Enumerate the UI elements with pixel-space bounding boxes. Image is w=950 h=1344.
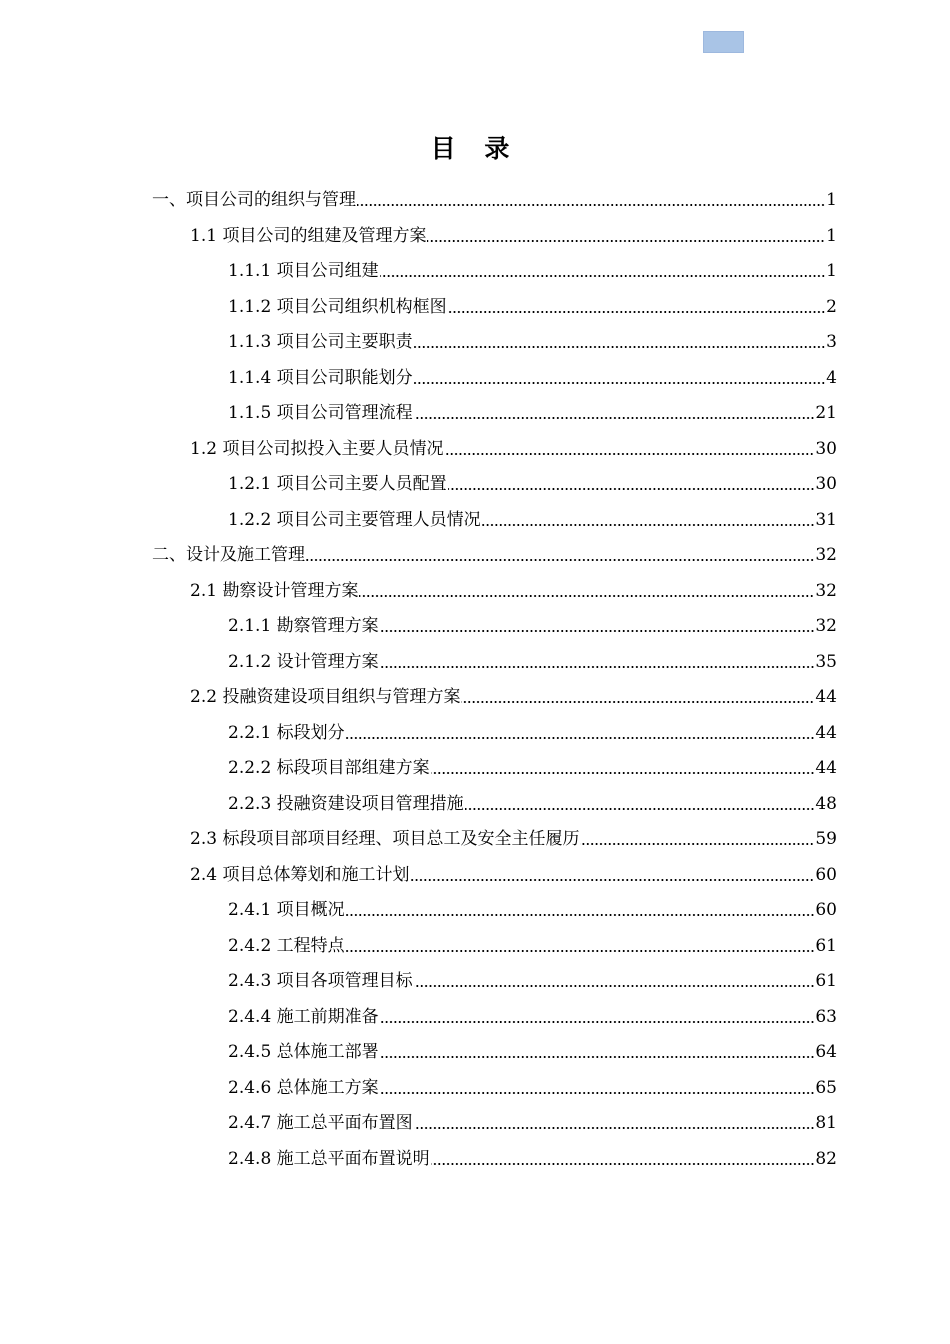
toc-dot-leader <box>431 1163 815 1165</box>
toc-entry-label: 2.1.1 勘察管理方案 <box>228 616 379 636</box>
toc-entry[interactable] <box>190 680 837 715</box>
toc-entry-page-number: 30 <box>815 438 837 459</box>
toc-dot-leader <box>427 240 825 242</box>
toc-entry-page-number: 82 <box>815 1148 837 1169</box>
toc-entry[interactable] <box>228 751 837 786</box>
toc-entry-label: 2.4.3 项目各项管理目标 <box>228 971 413 991</box>
toc-entry-page-number: 21 <box>815 403 837 423</box>
toc-entry[interactable] <box>228 254 837 289</box>
toc-entry[interactable] <box>228 716 837 751</box>
toc-dot-leader <box>380 275 826 277</box>
toc-dot-leader <box>448 488 815 490</box>
toc-dot-leader <box>414 1127 815 1129</box>
toc-entry[interactable] <box>152 538 837 573</box>
toc-entry-label: 2.4.1 项目概况 <box>228 900 345 920</box>
toc-entry-label: 2.2.1 标段划分 <box>228 722 345 743</box>
toc-entry-page-number: 44 <box>815 722 837 743</box>
toc-dot-leader <box>346 950 815 952</box>
toc-dot-leader <box>306 559 814 561</box>
toc-entry-label: 2.1 勘察设计管理方案 <box>190 580 359 601</box>
toc-dot-leader <box>461 701 814 703</box>
toc-entry-label: 2.4.6 总体施工方案 <box>228 1077 379 1098</box>
toc-entry[interactable] <box>228 396 837 431</box>
toc-entry-page-number: 32 <box>815 616 837 636</box>
toc-dot-leader <box>444 453 814 455</box>
toc-entry[interactable] <box>228 893 837 928</box>
toc-dot-leader <box>380 630 815 632</box>
toc-dot-leader <box>414 382 826 384</box>
toc-entry-page-number: 2 <box>826 296 837 317</box>
toc-entry[interactable] <box>228 361 837 396</box>
toc-entry-page-number: 64 <box>815 1042 837 1062</box>
toc-entry[interactable] <box>190 858 837 893</box>
toc-dot-leader <box>414 346 826 348</box>
toc-dot-leader <box>448 311 826 313</box>
toc-entry-page-number: 1 <box>826 190 837 210</box>
toc-entry[interactable] <box>228 964 837 999</box>
toc-entry[interactable] <box>228 787 837 822</box>
toc-entry-page-number: 35 <box>815 651 837 672</box>
toc-title: 目 录 <box>430 134 520 163</box>
toc-entry-label: 2.2 投融资建设项目组织与管理方案 <box>190 687 461 707</box>
toc-dot-leader <box>410 879 814 881</box>
toc-entry[interactable] <box>228 290 837 325</box>
toc-entry-page-number: 44 <box>815 758 837 778</box>
toc-entry-label: 1.2 项目公司拟投入主要人员情况 <box>190 438 444 459</box>
toc-entry-page-number: 32 <box>815 580 837 601</box>
toc-dot-leader <box>380 666 815 668</box>
toc-dot-leader <box>414 417 815 419</box>
toc-entry-page-number: 1 <box>826 261 837 281</box>
toc-entry-label: 2.2.3 投融资建设项目管理措施 <box>228 793 464 814</box>
toc-entry-page-number: 31 <box>815 509 837 530</box>
toc-entry-label: 2.4.2 工程特点 <box>228 935 345 956</box>
toc-entry-label: 2.4.4 施工前期准备 <box>228 1006 379 1027</box>
toc-entry[interactable] <box>228 1035 837 1070</box>
toc-dot-leader <box>414 985 815 987</box>
toc-entry-label: 1.2.2 项目公司主要管理人员情况 <box>228 509 481 530</box>
toc-entry[interactable] <box>228 1106 837 1141</box>
toc-entry[interactable] <box>190 822 837 857</box>
toc-entry-label: 1.1.2 项目公司组织机构框图 <box>228 296 447 317</box>
toc-entry[interactable] <box>190 219 837 254</box>
toc-entry-page-number: 60 <box>815 900 837 920</box>
toc-dot-leader <box>380 1056 815 1058</box>
toc-entry-label: 1.1.5 项目公司管理流程 <box>228 403 413 423</box>
toc-entry[interactable] <box>190 574 837 609</box>
toc-entry[interactable] <box>228 325 837 360</box>
header-tab-marker <box>703 31 744 53</box>
toc-entry[interactable] <box>228 1071 837 1106</box>
toc-entry-label: 2.3 标段项目部项目经理、项目总工及安全主任履历 <box>190 829 580 849</box>
toc-entry[interactable] <box>228 467 837 502</box>
toc-dot-leader <box>346 737 815 739</box>
toc-entry-page-number: 60 <box>815 864 837 885</box>
toc-entry-label: 2.4.7 施工总平面布置图 <box>228 1113 413 1133</box>
toc-dot-leader <box>357 204 825 206</box>
toc-entry[interactable] <box>228 1142 837 1177</box>
toc-entry-page-number: 32 <box>815 545 837 565</box>
toc-dot-leader <box>431 772 815 774</box>
toc-entry-label: 1.1.4 项目公司职能划分 <box>228 367 413 388</box>
toc-entry-label: 二、设计及施工管理 <box>152 545 305 565</box>
toc-entry-page-number: 44 <box>815 687 837 707</box>
toc-entry-page-number: 81 <box>815 1113 837 1133</box>
toc-entry[interactable] <box>152 183 837 218</box>
toc-entry-page-number: 1 <box>826 225 837 246</box>
toc-entry-page-number: 30 <box>815 474 837 494</box>
toc-entry-page-number: 4 <box>826 367 837 388</box>
toc-dot-leader <box>359 595 814 597</box>
toc-entry-label: 1.2.1 项目公司主要人员配置 <box>228 474 447 494</box>
toc-entry-page-number: 63 <box>815 1006 837 1027</box>
toc-dot-leader <box>482 524 815 526</box>
toc-entry-label: 一、项目公司的组织与管理 <box>152 190 356 210</box>
toc-entry-page-number: 61 <box>815 935 837 956</box>
toc-entry-page-number: 48 <box>815 793 837 814</box>
toc-entry-label: 2.4.5 总体施工部署 <box>228 1042 379 1062</box>
toc-dot-leader <box>380 1021 815 1023</box>
toc-entry-page-number: 61 <box>815 971 837 991</box>
toc-entry[interactable] <box>228 1000 837 1035</box>
toc-entry-page-number: 65 <box>815 1077 837 1098</box>
toc-entry-page-number: 59 <box>815 829 837 849</box>
toc-entry-label: 1.1.1 项目公司组建 <box>228 261 379 281</box>
toc-entry-label: 1.1 项目公司的组建及管理方案 <box>190 225 427 246</box>
toc-entry-label: 2.2.2 标段项目部组建方案 <box>228 758 430 778</box>
toc-entry-label: 2.4 项目总体筹划和施工计划 <box>190 864 410 885</box>
toc-entry-label: 2.1.2 设计管理方案 <box>228 651 379 672</box>
toc-entry-label: 1.1.3 项目公司主要职责 <box>228 332 413 352</box>
toc-entry-label: 2.4.8 施工总平面布置说明 <box>228 1148 430 1169</box>
toc-entry-page-number: 3 <box>826 332 837 352</box>
toc-entry[interactable] <box>228 929 837 964</box>
toc-entry[interactable] <box>228 645 837 680</box>
toc-dot-leader <box>380 1092 815 1094</box>
toc-dot-leader <box>346 914 815 916</box>
toc-entry[interactable] <box>228 503 837 538</box>
toc-dot-leader <box>465 808 815 810</box>
toc-entry[interactable] <box>228 609 837 644</box>
toc-entry[interactable] <box>190 432 837 467</box>
toc-dot-leader <box>580 843 814 845</box>
